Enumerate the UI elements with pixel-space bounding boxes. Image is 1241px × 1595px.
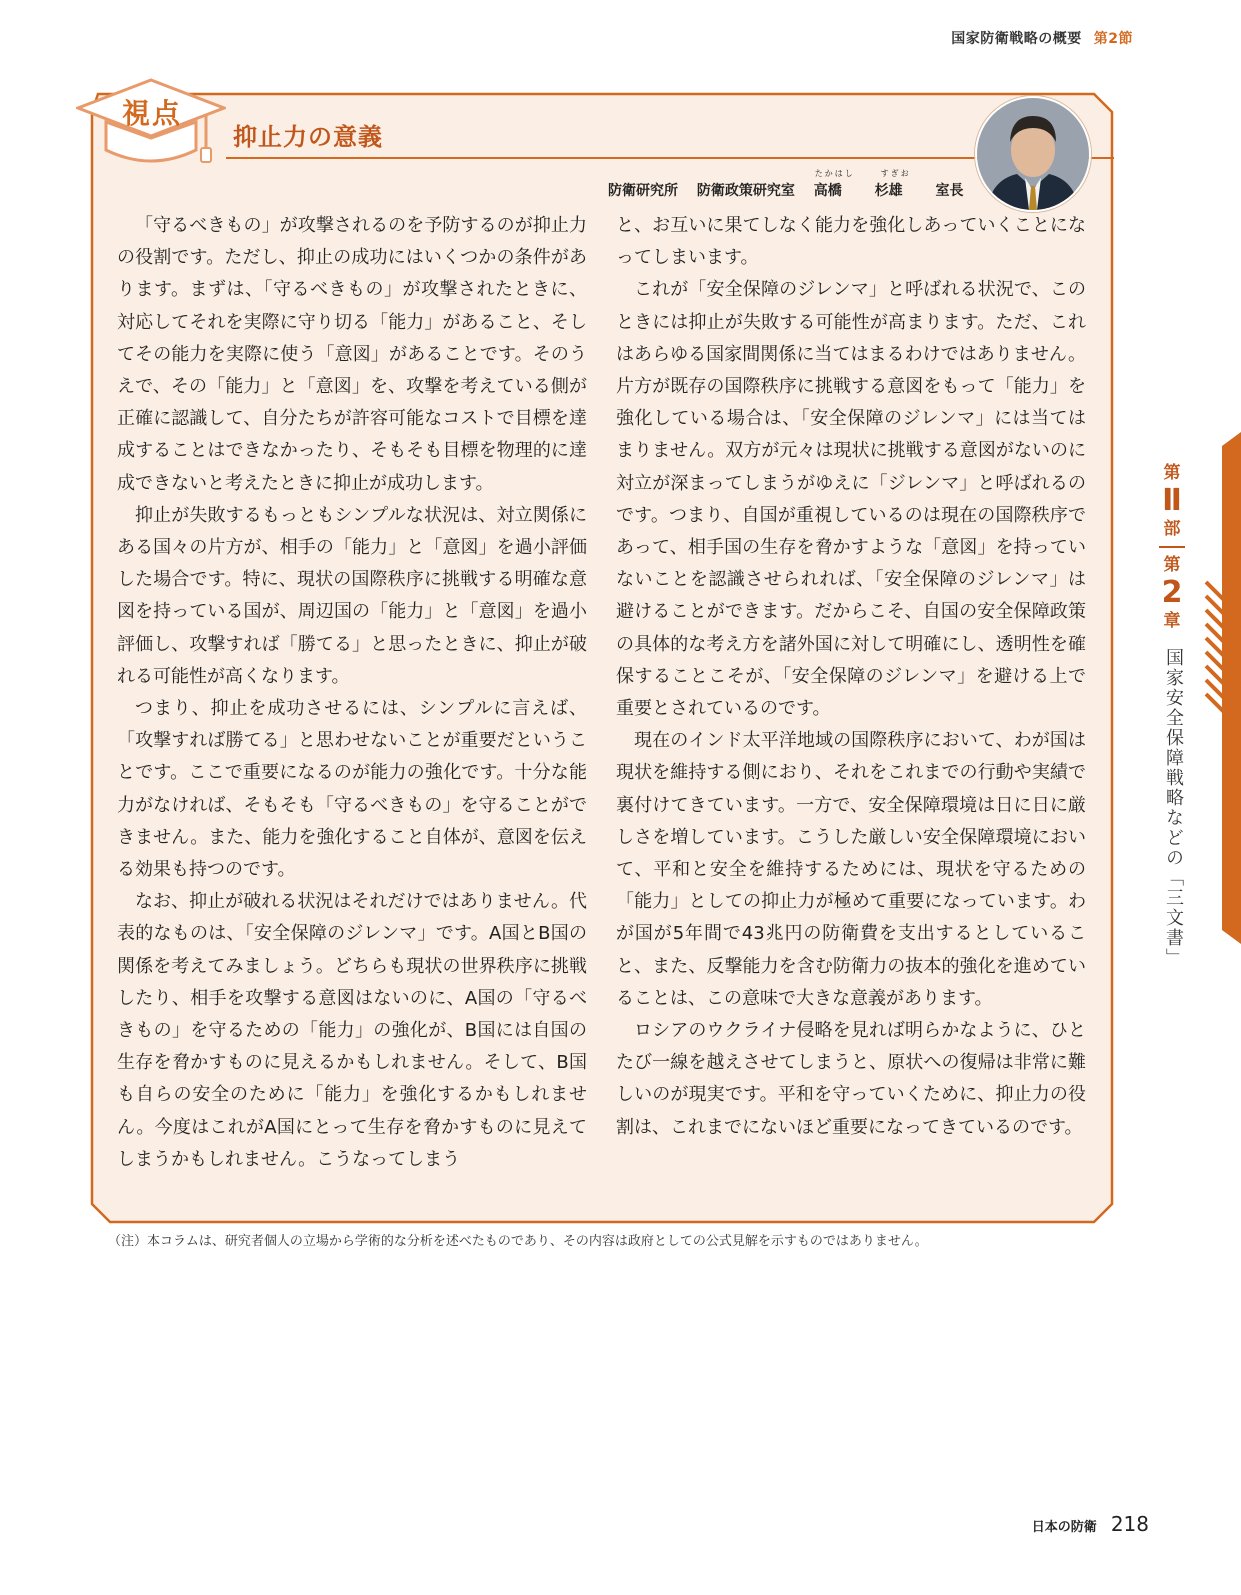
author-given: [874, 169, 917, 200]
footnote: （注）本コラムは、研究者個人の立場から学術的な分析を述べたものであり、その内容は政府としての公式見解を示すものではありません。: [108, 1234, 928, 1249]
author-surname-ruby: たかはし: [814, 169, 855, 178]
side-tab-labels: [1157, 462, 1187, 632]
paragraph-continuation: と、お互いに果てしなく能力を強化しあっていくことになってしまいます。: [616, 215, 1086, 269]
author-given-text: 杉雄: [874, 183, 903, 199]
chapter-prefix: 第: [1163, 555, 1181, 575]
column-title: 抑止力の意義: [233, 123, 383, 151]
page-footer: [1032, 1512, 1149, 1536]
side-tab-divider: [1159, 546, 1185, 548]
part-number: Ⅱ: [1162, 483, 1182, 518]
author-byline: [608, 169, 978, 200]
chapter-number: 2: [1161, 575, 1183, 610]
column-badge: 視点: [122, 97, 183, 130]
paragraph: 現在のインド太平洋地域の国際秩序において、わが国は現状を維持する側におり、それをこれまでの行動や実績で裏付けてきています。一方で、安全保障環境は日に日に厳しさを増しています。こうした厳しい安全保障環境において、平和と安全を維持するためには、現状を守るための「能力」としての抑止力が極めて重要になっています。わが国が5年間で43兆円の防衛費を支出するとしていること、また、反撃能力を含む防衛力の抜本的強化を進めていることは、この意味で大きな意義があります。: [616, 730, 1086, 1009]
chapter-suffix: 章: [1163, 611, 1181, 631]
paragraph: これが「安全保障のジレンマ」と呼ばれる状況で、このときには抑止が失敗する可能性が高まります。ただ、これはあらゆる国家間関係に当てはまるわけではありません。片方が既存の国際秩序に挑戦する意図をもって「能力」を強化している場合は、「安全保障のジレンマ」には当てはまりません。双方が元々は現状に挑戦する意図がないのに対立が深まってしまうがゆえに「ジレンマ」と呼ばれるのです。つまり、自国が重視しているのは現在の国際秩序であって、相手国の生存を脅かすような「意図」を持っていないことを認識させられれば、「安全保障のジレンマ」は避けることができます。だからこそ、自国の安全保障政策の具体的な考え方を諸外国に対して明確にし、透明性を確保することこそが、「安全保障のジレンマ」を避ける上で重要とされているのです。: [616, 279, 1086, 720]
author-portrait: [975, 96, 1091, 212]
running-head: [951, 28, 1133, 48]
author-dept: 防衛政策研究室: [696, 183, 795, 199]
paragraph: ロシアのウクライナ侵略を見れば明らかなように、ひとたび一線を越えさせてしまうと、原状への復帰は非常に難しいのが現実です。平和を守っていくために、抑止力の役割は、これまでにないほど重要になってきているのです。: [616, 1020, 1086, 1138]
part-suffix: 部: [1163, 519, 1181, 539]
running-head-section: 第2節: [1093, 31, 1133, 47]
author-role: 室長: [935, 183, 964, 199]
side-chapter-title: 国家安全保障戦略などの「三文書」: [1163, 648, 1184, 968]
part-prefix: 第: [1163, 463, 1181, 483]
page-number: 218: [1110, 1512, 1149, 1536]
running-head-title: 国家防衛戦略の概要: [951, 31, 1082, 47]
author-given-ruby: すぎお: [880, 169, 911, 178]
paragraph: 「守るべきもの」が攻撃されるのを予防するのが抑止力の役割です。ただし、抑止の成功にはいくつかの条件があります。まずは、「守るべきもの」が攻撃されたときに、対応してそれを実際に守り切る「能力」があること、そしてその能力を実際に使う「意図」があることです。そのうえで、その「能力」と「意図」を、攻撃を考えている側が正確に認識して、自分たちが許容可能なコストで目標を達成することはできなかったり、そもそも目標を物理的に達成できないと考えたときに抑止が成功します。: [117, 215, 587, 494]
right-column: [616, 210, 1086, 1144]
paragraph: つまり、抑止を成功させるには、シンプルに言えば、「攻撃すれば勝てる」と思わせないことが重要だということです。ここで重要になるのが能力の強化です。十分な能力がなければ、そもそも「守るべきもの」を守ることができません。また、能力を強化すること自体が、意図を伝える効果も持つのです。: [117, 698, 587, 881]
left-column: [117, 210, 587, 1176]
author-surname-text: 高橋: [813, 183, 842, 199]
paragraph: なお、抑止が破れる状況はそれだけではありません。代表的なものは、「安全保障のジレンマ」です。A国とB国の関係を考えてみましょう。どちらも現状の世界秩序に挑戦したり、相手を攻撃する意図はないのに、A国の「守るべきもの」を守るための「能力」の強化が、B国には自国の生存を脅かすものに見えるかもしれません。そして、B国も自らの安全のために「能力」を強化するかもしれません。今度はこれがA国にとって生存を脅かすものに見えてしまうかもしれません。こうなってしまう: [117, 891, 587, 1170]
paragraph: 抑止が失敗するもっともシンプルな状況は、対立関係にある国々の片方が、相手の「能力」と「意図」を過小評価した場合です。特に、現状の国際秩序に挑戦する明確な意図を持っている国が、周辺国の「能力」と「意図」を過小評価し、攻撃すれば「勝てる」と思ったときに、抑止が破れる可能性が高くなります。: [117, 504, 587, 687]
book-title: 日本の防衛: [1031, 1520, 1097, 1535]
author-org: 防衛研究所: [608, 183, 678, 199]
author-surname: [813, 169, 856, 200]
